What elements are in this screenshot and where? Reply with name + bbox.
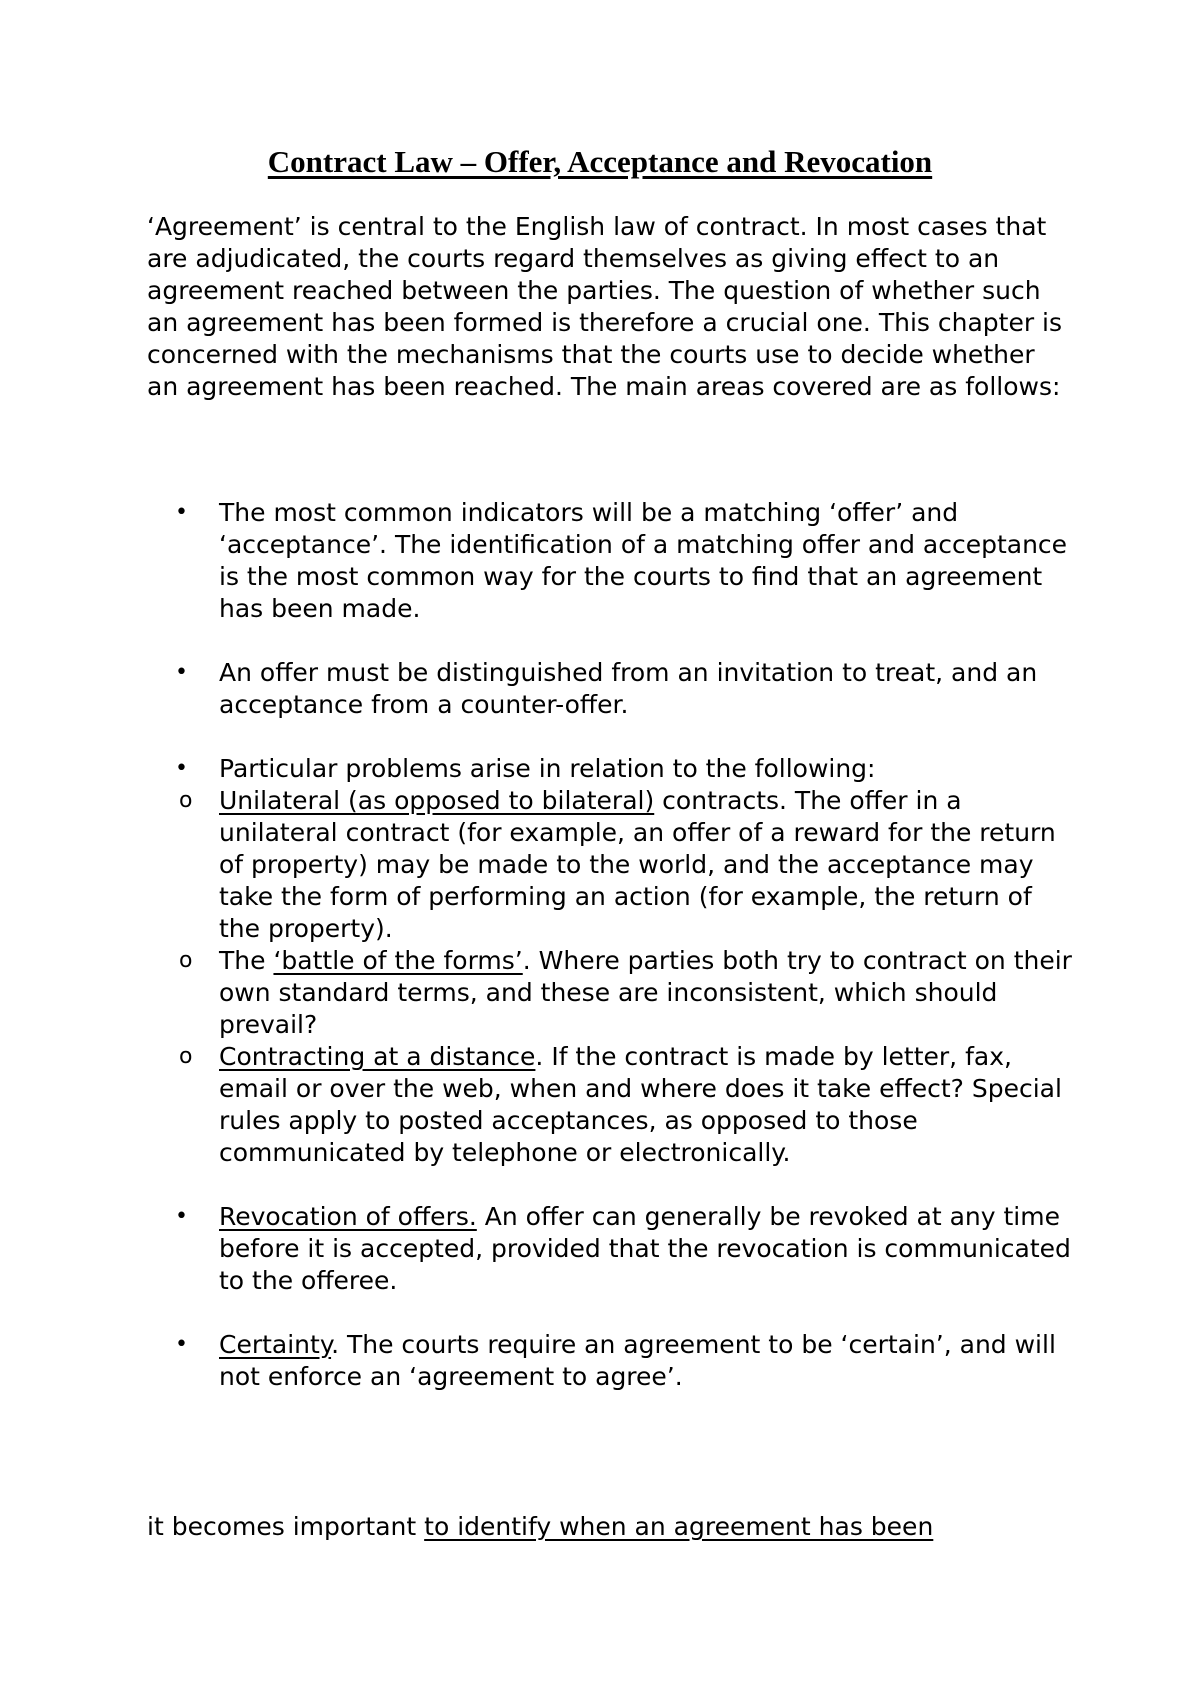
sub-item-text: . If the contract is made by letter, fax, email or over the web, when and where does it take effect? Special rules apply to posted acceptances, as opposed to those communicated by telephone or electronically. <box>219 1042 1062 1167</box>
list-item <box>147 753 1077 785</box>
list-item <box>147 657 1077 721</box>
list-item-heading: Revocation of offers. <box>219 1202 477 1231</box>
document-title: Contract Law – Offer, Acceptance and Revocation <box>267 144 933 179</box>
closing-text: it becomes important <box>147 1512 425 1541</box>
circle-marker: o <box>179 788 193 813</box>
list-item-text: Particular problems arise in relation to the following: <box>219 754 876 783</box>
sub-item-heading: ‘battle of the forms’ <box>273 946 523 975</box>
list-item-text: An offer can generally be revoked at any time before it is accepted, provided that the revocation is communicated to the offeree. <box>219 1202 1071 1295</box>
list-item <box>147 497 1077 625</box>
sub-item-heading: Contracting at a distance <box>219 1042 536 1071</box>
list-item-text: An offer must be distinguished from an invitation to treat, and an acceptance from a counter-offer. <box>219 658 1038 719</box>
closing-underlined-text: to identify when an agreement has been <box>424 1512 934 1541</box>
bullet-marker: • <box>175 1332 188 1357</box>
list-item-text: . The courts require an agreement to be ‘certain’, and will not enforce an ‘agreement to agree’. <box>219 1330 1056 1391</box>
sub-item-text: contracts. The offer in a unilateral contract (for example, an offer of a reward for the return of property) may be made to the world, and the acceptance may take the form of performing an action (for example, the return of the property). <box>219 786 1056 943</box>
bullet-marker: • <box>175 500 188 525</box>
topics-list <box>147 497 1077 1393</box>
list-item <box>147 1329 1077 1393</box>
closing-line <box>147 1511 1087 1543</box>
sub-item-text: . Where parties both try to contract on their own standard terms, and these are inconsistent, which should prevail? <box>219 946 1072 1039</box>
sub-item-prefix: The <box>219 946 274 975</box>
circle-marker: o <box>179 948 193 973</box>
sub-list-item <box>147 785 1077 945</box>
sub-list-item <box>147 1041 1077 1169</box>
bullet-marker: • <box>175 660 188 685</box>
list-item <box>147 1201 1077 1297</box>
sub-list-item <box>147 945 1077 1041</box>
intro-paragraph: ‘Agreement’ is central to the English law of contract. In most cases that are adjudicated, the courts regard themselves as giving effect to an agreement reached between the parties. The question of whether such an agreement has been formed is therefore a crucial one. This chapter is concerned with the mechanisms that the courts use to decide whether an agreement has been reached. The main areas covered are as follows: <box>147 212 1063 401</box>
list-item-text: The most common indicators will be a matching ‘offer’ and ‘acceptance’. The identification of a matching offer and acceptance is the most common way for the courts to find that an agreement has been made. <box>219 498 1068 623</box>
bullet-marker: • <box>175 756 188 781</box>
bullet-marker: • <box>175 1204 188 1229</box>
sub-item-heading: Unilateral (as opposed to bilateral) <box>219 786 655 815</box>
circle-marker: o <box>179 1044 193 1069</box>
list-item-heading: Certainty <box>219 1330 332 1359</box>
